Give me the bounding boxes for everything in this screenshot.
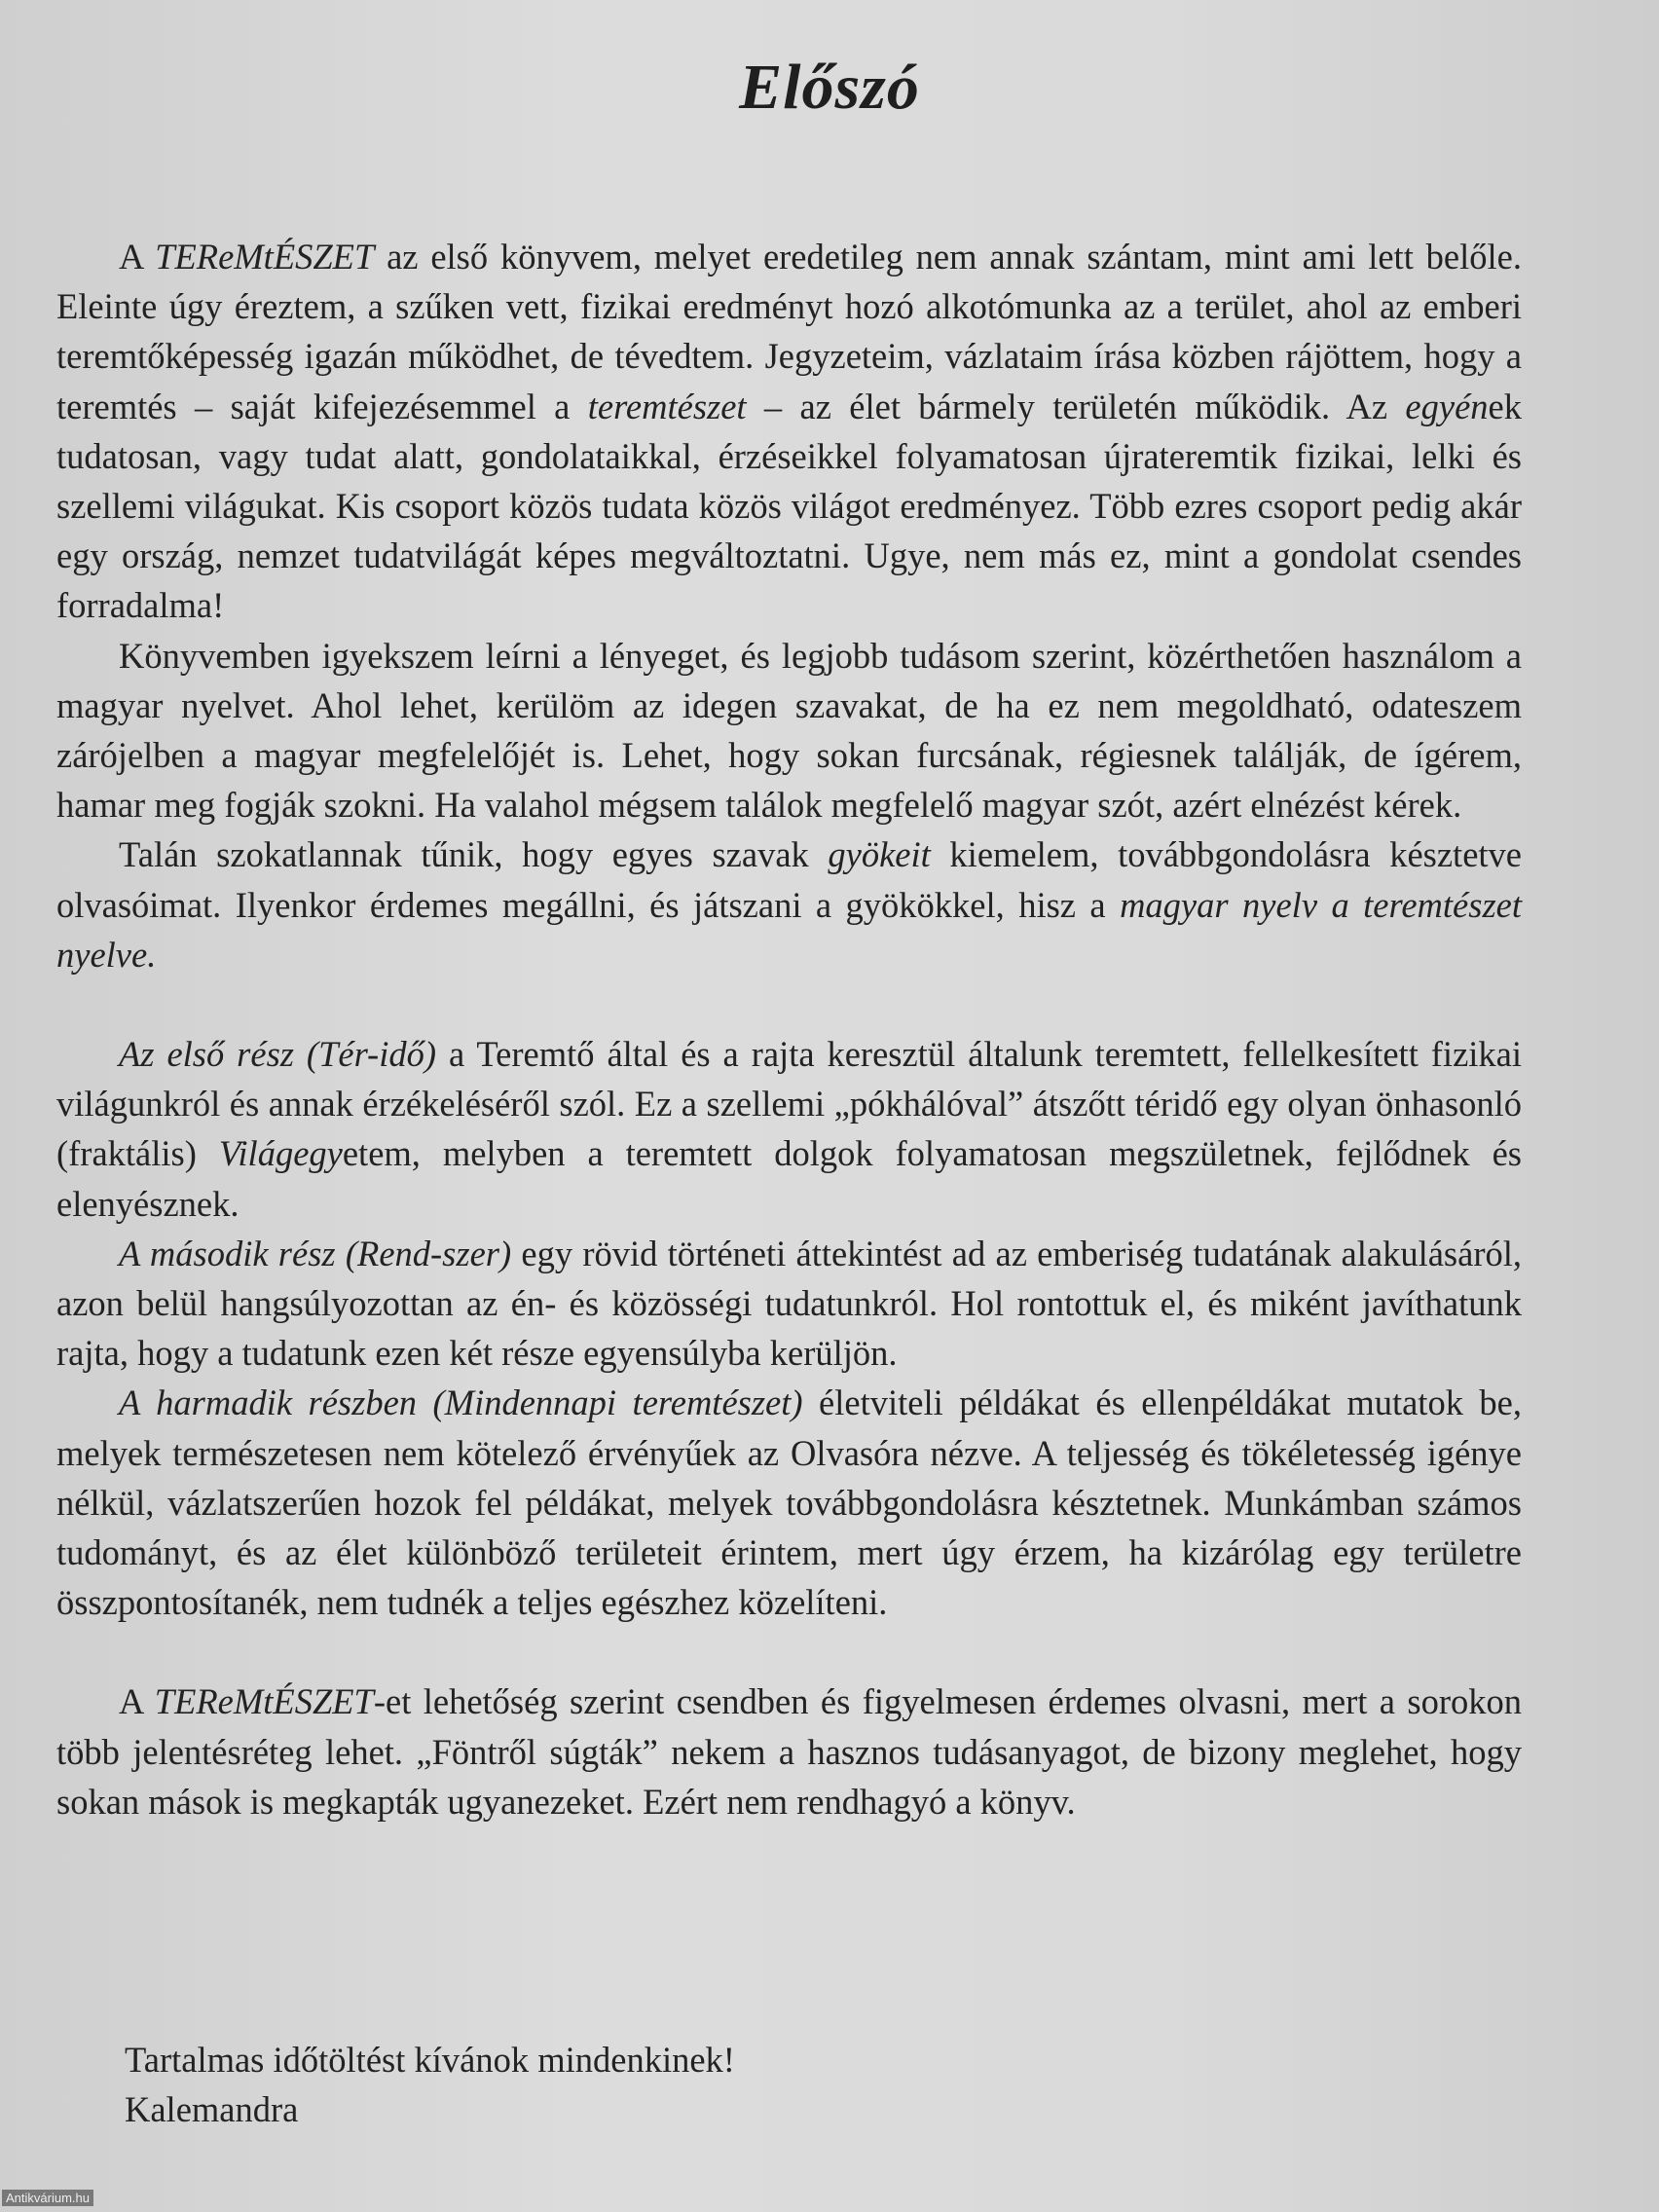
text-run: – az élet bármely területén működik. Az [746,386,1406,426]
text-run: egy rövid történeti áttekintést ad az emberiség tudatának alakulásáról, azon belül hangsúlyozottan az én- és közösségi tudatunkról. Hol rontottuk el, és miként javíthatunk rajta, hogy a tudatunk ezen két része egyensúlyba kerüljön. [56,1233,1522,1374]
text-run: etem, melyben a teremtett dolgok folyamatosan megszületnek, fejlődnek és elenyésznek. [56,1133,1522,1224]
body-paragraph [56,1229,1522,1379]
italic-text: Világegy [218,1133,343,1174]
site-watermark: Antikvárium.hu [2,2190,93,2206]
italic-text: gyökeit [828,834,931,875]
body-paragraph [56,1677,1522,1826]
body-paragraph [56,1378,1522,1627]
text-run: A [119,237,156,276]
italic-text: teremtészet [587,386,747,426]
italic-text: Az első rész (Tér-idő) [119,1034,437,1075]
italic-text: TEReMtÉSZET [155,237,375,276]
italic-text: TEReMtÉSZET [154,1681,374,1722]
closing-block [125,2035,735,2134]
text-run: ek tudatosan, vagy tudat alatt, gondolataikkal, érzéseikkel folyamatosan újrateremtik fizikai, lelki és szellemi világukat. Kis csoport közös tudata közös világot eredményez. Több ezres csoport pedig akár egy ország, nemzet tudatvilágát képes megváltoztatni. Ugye, nem más ez, mint a gondolat csendes forradalma! [56,386,1522,626]
body-paragraph [56,830,1522,979]
text-run: kiemelem, továbbgondolásra késztetve olvasóimat. Ilyenkor érdemes megállni, és játszani a gyökökkel, hisz a [56,834,1522,925]
body-paragraph [56,631,1522,830]
closing-greeting: Tartalmas időtöltést kívánok mindenkinek! [125,2040,735,2080]
text-run: A [119,1681,155,1722]
text-run: életviteli példákat és ellenpéldákat mutatok be, melyek természetesen nem kötelező érvényűek az Olvasóra nézve. A teljesség és tökéletesség igénye nélkül, vázlatszerűen hozok fel példákat, melyek továbbgondolásra késztetnek. Munkámban számos tudományt, és az élet különböző területeit érintem, mert úgy érzem, ha kizárólag egy területre összpontosítanék, nem tudnék a teljes egészhez közelíteni. [56,1382,1523,1623]
text-run: az első könyvem, melyet eredetileg nem annak szántam, mint ami lett belőle. Eleinte úgy éreztem, a szűken vett, fizikai eredményt hozó alkotómunka az a terület, ahol az emberi teremtőképesség igazán működhet, de tévedtem. Jegyzeteim, vázlataim írása közben rájöttem, hogy a teremtés – saját kifejezésemmel a [56,237,1522,426]
text-run: -et lehetőség szerint csendben és figyelmesen érdemes olvasni, mert a sorokon több jelentésréteg lehet. „Föntről súgták” nekem a hasznos tudásanyagot, de bizony meglehet, hogy sokan mások is megkapták ugyanezeket. Ezért nem rendhagyó a könyv. [56,1681,1522,1822]
body-paragraph [56,232,1522,631]
italic-text: A második rész (Rend-szer) [119,1233,512,1273]
italic-text: egyén [1405,386,1489,426]
page-title: Előszó [739,52,920,123]
preface-body [56,232,1522,1826]
body-paragraph [56,1029,1522,1229]
italic-text: magyar nyelv a teremtészet nyelve. [56,884,1522,975]
italic-text: A harmadik részben (Mindennapi teremtészet) [119,1382,803,1423]
author-signature: Kalemandra [125,2089,299,2129]
text-run: a Teremtő által és a rajta keresztül általunk teremtett, fellelkesített fizikai világunkról és annak érzékeléséről szól. Ez a szellemi „pókhálóval” átszőtt téridő egy olyan önhasonló (fraktális) [56,1034,1522,1174]
text-run: Talán szokatlannak tűnik, hogy egyes szavak [119,834,829,875]
text-run: Könyvemben igyekszem leírni a lényeget, és legjobb tudásom szerint, közérthetően használom a magyar nyelvet. Ahol lehet, kerülöm az idegen szavakat, de ha ez nem megoldható, odateszem zárójelben a magyar megfelelőjét is. Lehet, hogy sokan furcsának, régiesnek találják, de ígérem, hamar meg fogják szokni. Ha valahol mégsem találok megfelelő magyar szót, azért elnézést kérek. [56,635,1522,826]
